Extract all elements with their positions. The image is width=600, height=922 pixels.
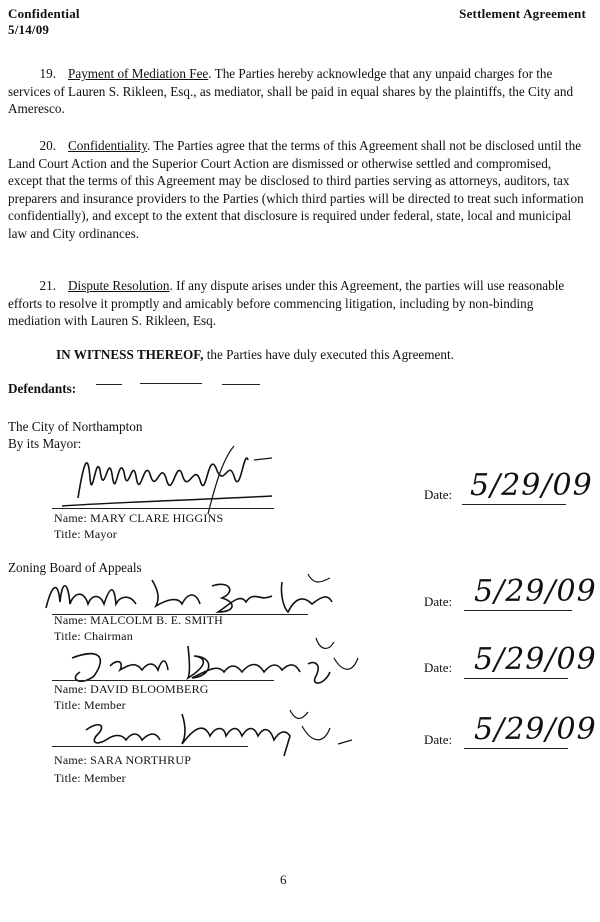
member-bloomberg-signature-line — [52, 680, 274, 681]
mayor-date-value: 5/29/09 — [470, 468, 593, 503]
member-northrup-date-line — [464, 748, 568, 749]
chairman-title: Title: Chairman — [54, 629, 133, 643]
member-northrup-signature — [76, 700, 366, 760]
defendants-dash — [96, 384, 122, 385]
chairman-date-value: 5/29/09 — [474, 574, 597, 609]
paragraph-body: . The Parties hereby acknowledge that any unpaid charges for the services of Lauren S. Rikleen, Esq., as mediator, shall be paid in equal shares by the plaintiffs, the City and Ameresco. — [8, 66, 574, 116]
defendants-label: Defendants: — [8, 381, 77, 396]
zba-heading: Zoning Board of Appeals — [8, 560, 142, 575]
city-by-mayor: By its Mayor: — [8, 436, 82, 451]
mayor-title: Title: Mayor — [54, 527, 117, 541]
witness-clause — [56, 347, 454, 363]
witness-bold: IN WITNESS THEREOF, — [56, 347, 204, 362]
defendants-dash — [140, 383, 202, 384]
defendants-dash — [222, 384, 260, 385]
member-northrup-date-label: Date: — [424, 732, 453, 747]
member-bloomberg-date-label: Date: — [424, 660, 453, 675]
paragraph-20 — [8, 137, 588, 242]
paragraph-heading: Confidentiality — [68, 138, 147, 153]
header-title: Settlement Agreement — [459, 6, 586, 21]
paragraph-number: 21. — [39, 278, 56, 293]
page-number: 6 — [280, 872, 287, 887]
paragraph-number: 20. — [39, 138, 56, 153]
member-bloomberg-title: Title: Member — [54, 698, 126, 712]
member-northrup-date-value: 5/29/09 — [474, 712, 597, 747]
mayor-date-line — [462, 504, 566, 505]
mayor-name: Name: MARY CLARE HIGGINS — [54, 511, 224, 525]
paragraph-body: . If any dispute arises under this Agreement, the parties will use reasonable efforts to resolve it promptly and amicably before commencing litigation, including by non-binding mediation with Lauren S. Rikleen, Esq. — [8, 278, 565, 328]
paragraph-19 — [8, 65, 588, 118]
member-northrup-name: Name: SARA NORTHRUP — [54, 753, 192, 767]
member-bloomberg-date-value: 5/29/09 — [474, 642, 597, 677]
chairman-date-line — [464, 610, 572, 611]
paragraph-body: . The Parties agree that the terms of this Agreement shall not be disclosed until the Land Court Action and the Superior Court Action are dismissed or otherwise settled and compromised, except that the terms of this Agreement may be disclosed to third parties serving as attorneys, auditors, tax preparers and insurance providers to the Parties (which third parties will be directed to treat such information confidentially), and except to the extent that disclosure is required under federal, state, local and municipal law and City ordinances. — [8, 138, 584, 241]
member-northrup-title: Title: Member — [54, 771, 126, 785]
paragraph-heading: Payment of Mediation Fee — [68, 66, 209, 81]
member-bloomberg-name: Name: DAVID BLOOMBERG — [54, 682, 209, 696]
chairman-name: Name: MALCOLM B. E. SMITH — [54, 613, 223, 627]
paragraph-heading: Dispute Resolution — [68, 278, 170, 293]
city-name: The City of Northampton — [8, 419, 143, 434]
member-northrup-signature-line — [52, 746, 248, 747]
paragraph-21 — [8, 277, 588, 330]
chairman-signature — [40, 572, 360, 618]
witness-rest: the Parties have duly executed this Agreement. — [203, 347, 454, 362]
chairman-date-label: Date: — [424, 594, 453, 609]
header-date: 5/14/09 — [8, 22, 50, 37]
member-bloomberg-date-line — [464, 678, 568, 679]
header-confidential: Confidential — [8, 6, 80, 21]
paragraph-number: 19. — [39, 66, 56, 81]
mayor-date-label: Date: — [424, 487, 453, 502]
mayor-signature-line — [52, 508, 274, 509]
